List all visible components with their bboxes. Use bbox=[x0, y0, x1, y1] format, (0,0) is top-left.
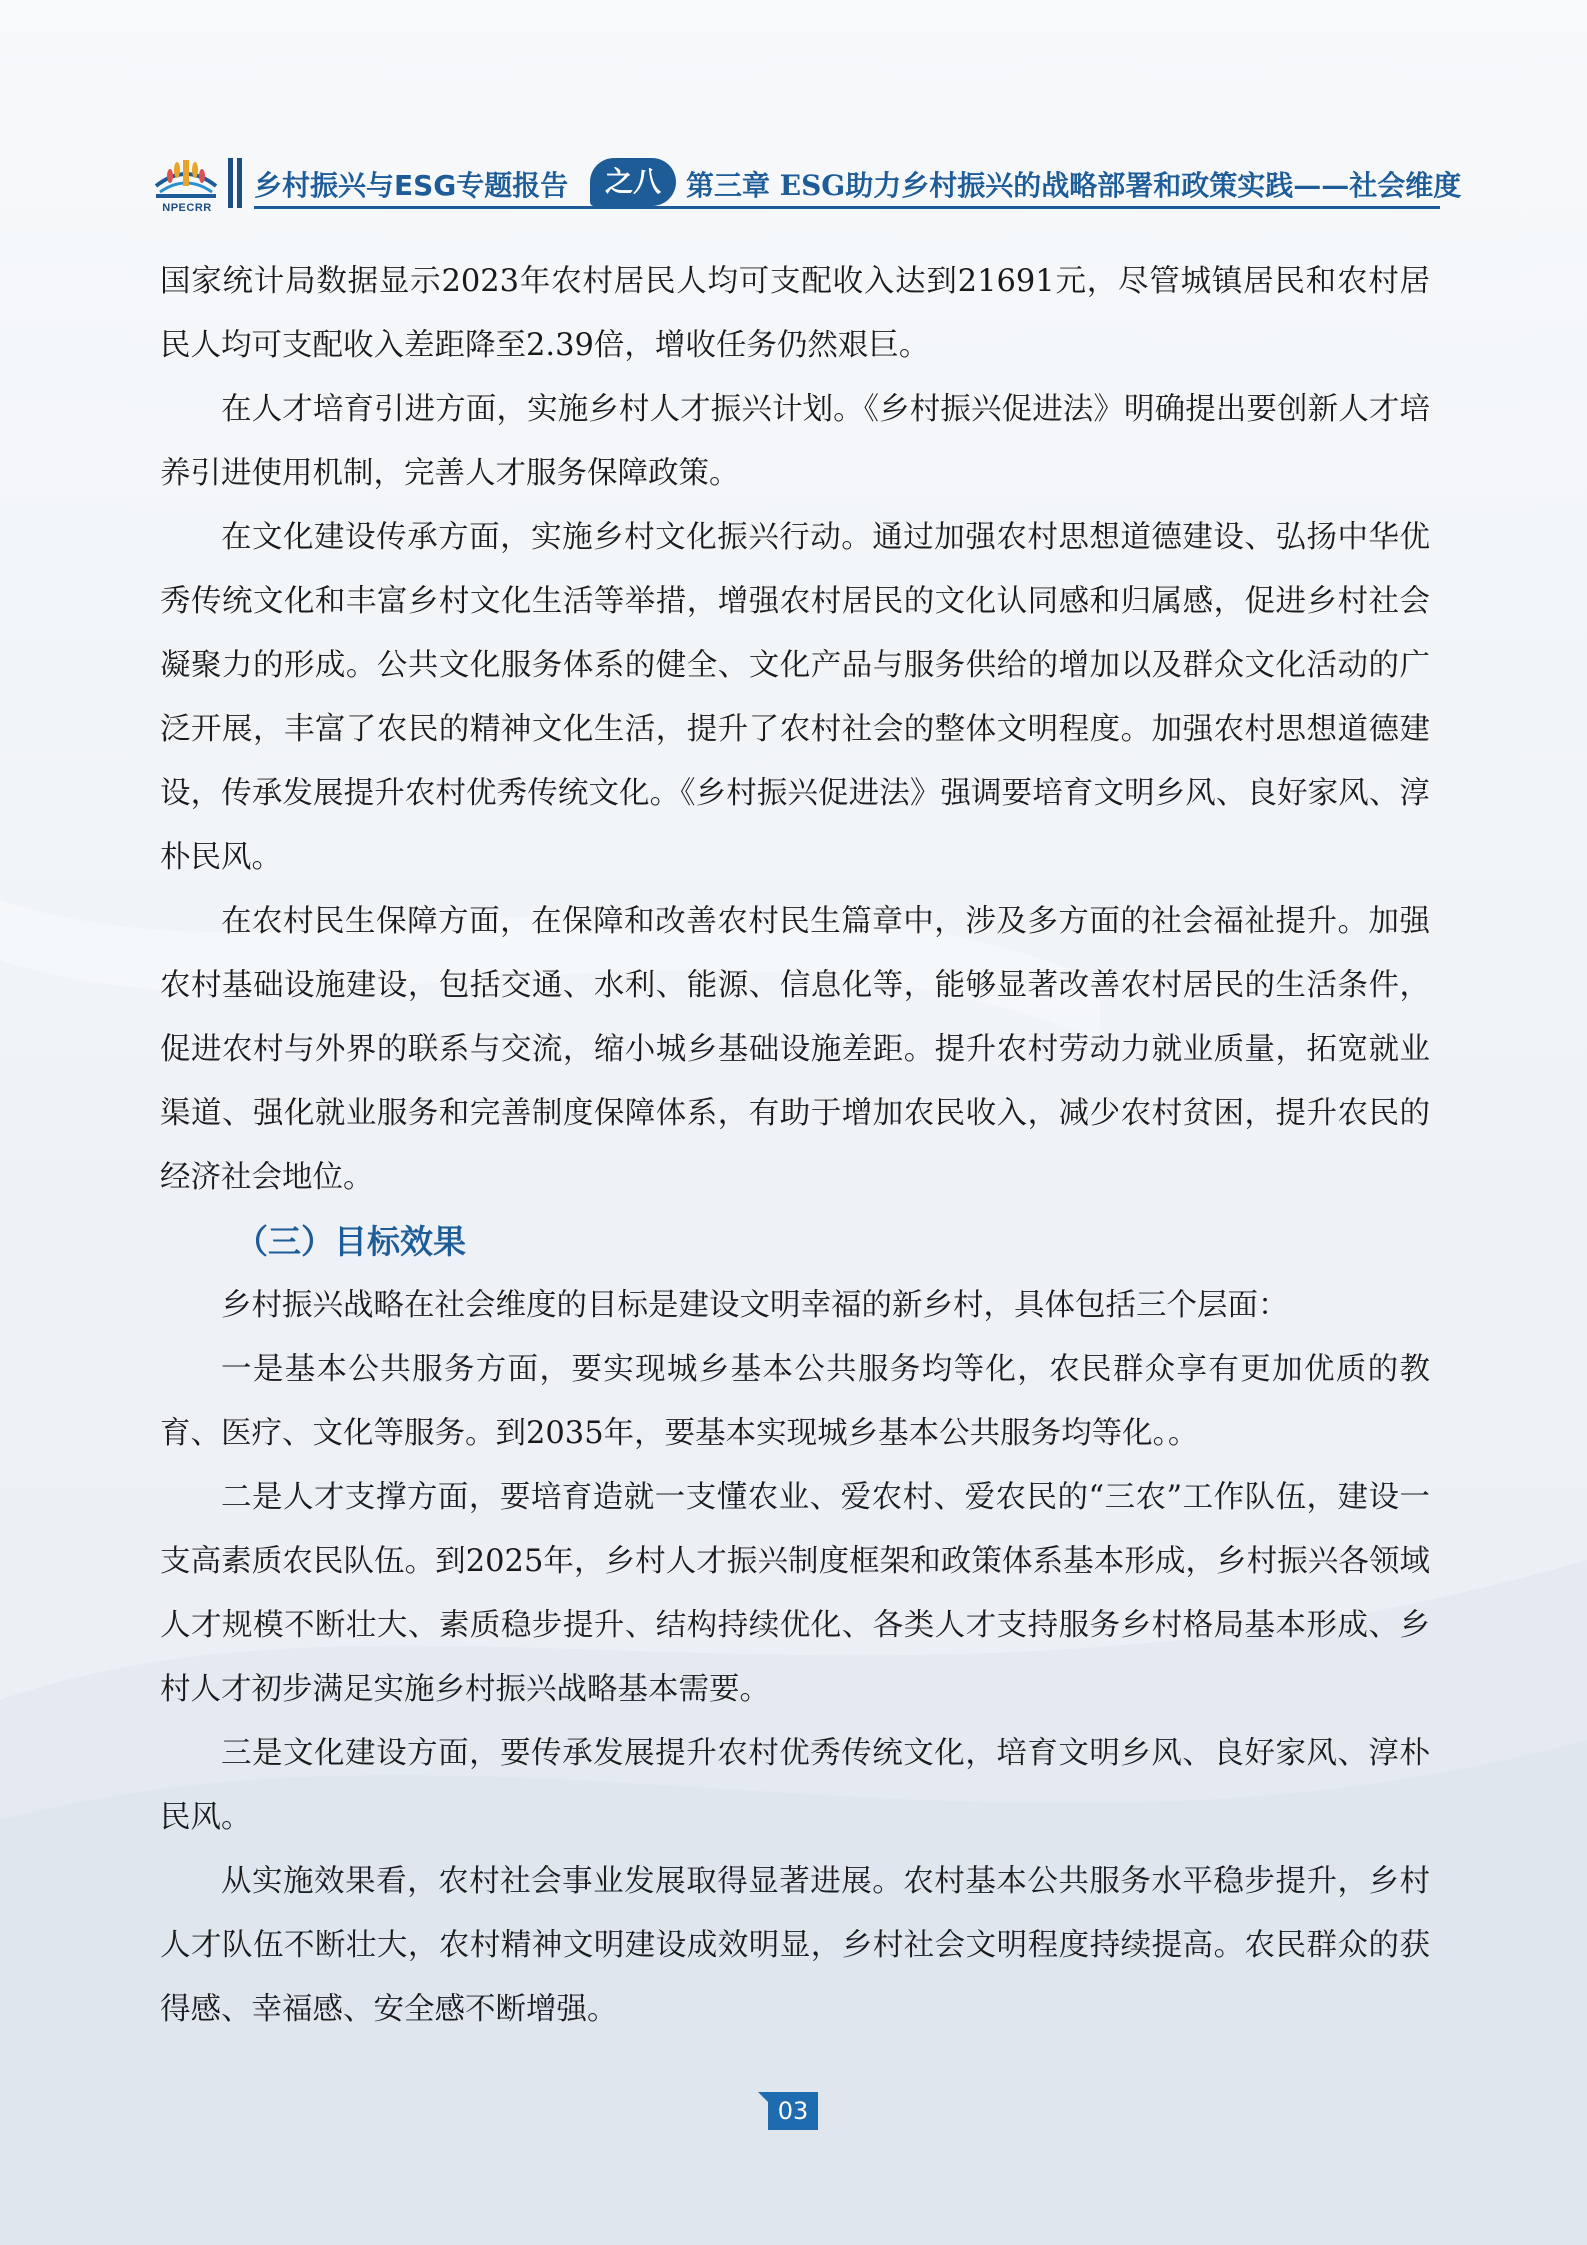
wheat-logo-icon bbox=[150, 156, 222, 202]
body-text bbox=[160, 250, 1430, 2042]
series-badge: 之八 bbox=[590, 158, 676, 206]
paragraph: 乡村振兴战略在社会维度的目标是建设文明幸福的新乡村，具体包括三个层面： bbox=[221, 1288, 1289, 1323]
header-accent-bars bbox=[228, 158, 244, 208]
paragraph: 从实施效果看，农村社会事业发展取得显著进展。农村基本公共服务水平稳步提升，乡村人才队伍不断壮大，农村精神文明建设成效明显，乡村社会文明程度持续提高。农民群众的获得感、幸福感、安全感不断增强。 bbox=[160, 1864, 1430, 2027]
paragraph: 在农村民生保障方面，在保障和改善农村民生篇章中，涉及多方面的社会福祉提升。加强农村基础设施建设，包括交通、水利、能源、信息化等，能够显著改善农村居民的生活条件，促进农村与外界的联系与交流，缩小城乡基础设施差距。提升农村劳动力就业质量，拓宽就业渠道、强化就业服务和完善制度保障体系，有助于增加农民收入，减少农村贫困，提升农民的经济社会地位。 bbox=[160, 904, 1430, 1195]
report-header bbox=[150, 150, 1462, 214]
header-rule bbox=[254, 206, 1440, 209]
paragraph: 一是基本公共服务方面，要实现城乡基本公共服务均等化，农民群众享有更加优质的教育、医疗、文化等服务。到2035年，要基本实现城乡基本公共服务均等化。。 bbox=[160, 1352, 1430, 1451]
paragraph: 在文化建设传承方面，实施乡村文化振兴行动。通过加强农村思想道德建设、弘扬中华优秀传统文化和丰富乡村文化生活等举措，增强农村居民的文化认同感和归属感，促进乡村社会凝聚力的形成。公共文化服务体系的健全、文化产品与服务供给的增加以及群众文化活动的广泛开展，丰富了农民的精神文化生活，提升了农村社会的整体文明程度。加强农村思想道德建设，传承发展提升农村优秀传统文化。《乡村振兴促进法》强调要培育文明乡风、良好家风、淳朴民风。 bbox=[160, 520, 1430, 875]
section-heading: （三）目标效果 bbox=[235, 1222, 466, 1261]
npecrr-logo bbox=[150, 156, 222, 214]
paragraph: 三是文化建设方面，要传承发展提升农村优秀传统文化，培育文明乡风、良好家风、淳朴民风。 bbox=[160, 1736, 1430, 1835]
paragraph: 国家统计局数据显示2023年农村居民人均可支配收入达到21691元，尽管城镇居民和农村居民人均可支配收入差距降至2.39倍，增收任务仍然艰巨。 bbox=[160, 264, 1430, 363]
chapter-title: 第三章 ESG助力乡村振兴的战略部署和政策实践——社会维度 bbox=[686, 169, 1462, 202]
paragraph: 二是人才支撑方面，要培育造就一支懂农业、爱农村、爱农民的“三农”工作队伍，建设一支高素质农民队伍。到2025年，乡村人才振兴制度框架和政策体系基本形成，乡村振兴各领域人才规模不断壮大、素质稳步提升、结构持续优化、各类人才支持服务乡村格局基本形成、乡村人才初步满足实施乡村振兴战略基本需要。 bbox=[160, 1480, 1430, 1707]
logo-text: NPECRR bbox=[162, 202, 212, 214]
page-number: 03 bbox=[768, 2092, 818, 2130]
report-title: 乡村振兴与ESG专题报告 bbox=[254, 169, 569, 202]
paragraph: 在人才培育引进方面，实施乡村人才振兴计划。《乡村振兴促进法》明确提出要创新人才培养引进使用机制，完善人才服务保障政策。 bbox=[160, 392, 1430, 491]
